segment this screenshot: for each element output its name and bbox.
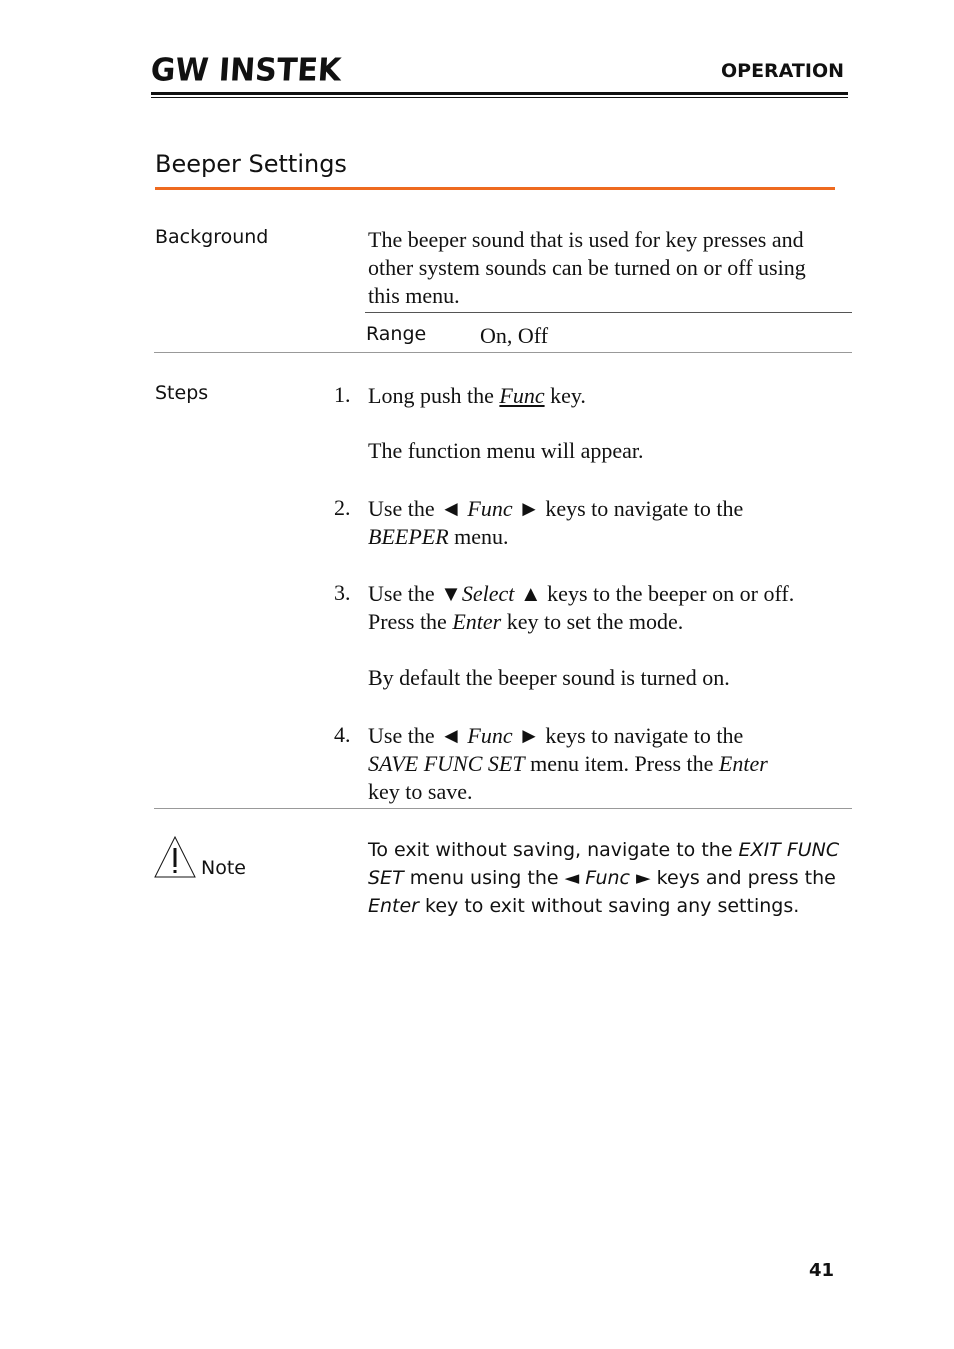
gw-instek-logo: GW INSTEK (149, 52, 343, 89)
step-1-text: Long push the Func key. (368, 383, 586, 408)
range-value: On, Off (480, 323, 549, 348)
func-key-ref: Func (499, 383, 545, 408)
warning-icon (154, 835, 198, 879)
step-2-number: 2. (334, 495, 351, 520)
background-label: Background (155, 226, 269, 248)
step-1-number: 1. (334, 382, 351, 407)
range-label: Range (366, 323, 427, 345)
title-underline (155, 187, 835, 190)
header-rule-thick (151, 92, 848, 95)
page-number: 41 (808, 1260, 834, 1281)
background-text: The beeper sound that is used for key presses and other system sounds can be turned on or off using this menu. (368, 227, 806, 308)
step-2-text: Use the ◄ Func ► keys to navigate to the BEEPER menu. (368, 496, 744, 549)
header-section-label: OPERATION (721, 60, 844, 82)
step-3-text: Use the ▼Select ▲ keys to the beeper on or off. Press the Enter key to set the mode. (368, 581, 795, 634)
step-3-number: 3. (334, 580, 351, 605)
steps-divider (154, 808, 852, 809)
header-rule-thin (151, 97, 848, 98)
page-title: Beeper Settings (155, 150, 347, 178)
background-divider (154, 352, 852, 353)
step-4-number: 4. (334, 722, 351, 747)
steps-label: Steps (155, 382, 209, 404)
step-4-text: Use the ◄ Func ► keys to navigate to the SAVE FUNC SET menu item. Press the Enter key to save. (368, 723, 768, 804)
range-divider (365, 312, 852, 313)
step-1-extra: The function menu will appear. (368, 438, 644, 463)
step-3-extra: By default the beeper sound is turned on. (368, 665, 730, 690)
note-label: Note (201, 857, 246, 879)
note-text: To exit without saving, navigate to the EXIT FUNC SET menu using the ◄ Func ► keys and press the Enter key to exit without saving any settings. (368, 839, 840, 917)
